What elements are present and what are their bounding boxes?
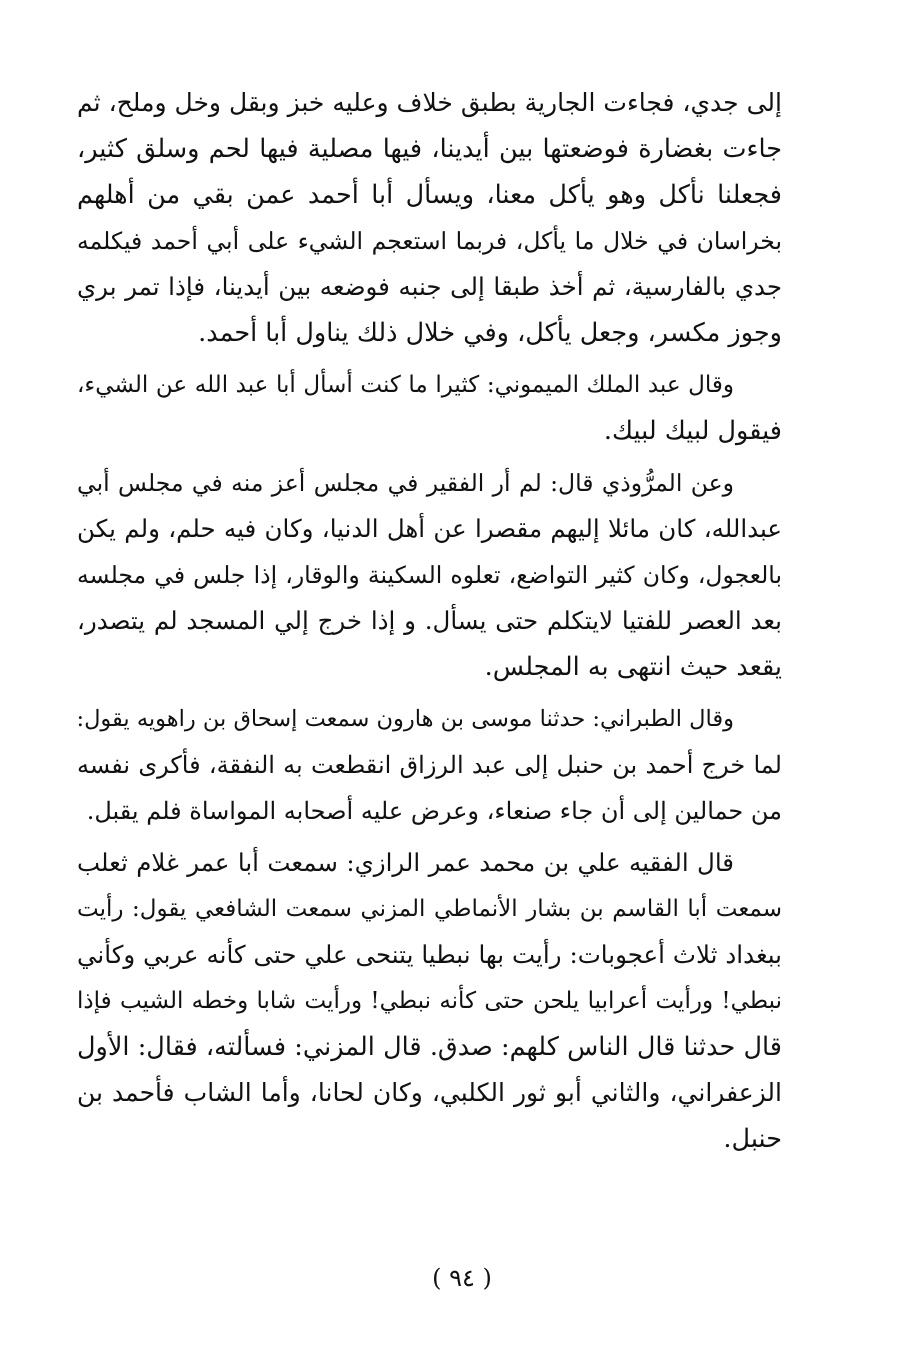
text-line: ببغداد ثلاث أعجوبات: رأيت بها نبطيا يتنحى علي حتى كأنه عربي وكأني <box>77 940 782 969</box>
paragraph <box>77 696 782 834</box>
paragraph <box>77 362 782 454</box>
text-line: إلى جدي، فجاءت الجارية بطبق خلاف وعليه خبز وبقل وخل وملح، ثم <box>77 88 782 117</box>
text-line: وجوز مكسر، وجعل يأكل، وفي خلال ذلك يناول أبا أحمد. <box>198 318 782 348</box>
text-line: جاءت بغضارة فوضعتها بين أيدينا، فيها مصلية فيها لحم وسلق كثير، <box>77 134 782 164</box>
text-line: نبطي! ورأيت أعرابيا يلحن حتى كأنه نبطي! ورأيت شابا وخطه الشيب فإذا <box>77 988 782 1014</box>
text-line: وعن المرُّوذي قال: لم أر الفقير في مجلس أعز منه في مجلس أبي <box>77 469 734 497</box>
text-line: من حمالين إلى أن جاء صنعاء، وعرض عليه أصحابه المواساة فلم يقبل. <box>86 797 782 825</box>
text-line: يقعد حيث انتهى به المجلس. <box>484 652 782 682</box>
text-line: قال الفقيه علي بن محمد عمر الرازي: سمعت أبا عمر غلام ثعلب <box>77 848 734 877</box>
text-line: عبدالله، كان مائلا إليهم مقصرا عن أهل الدنيا، وكان فيه حلم، ولم يكن <box>77 514 782 543</box>
text-line: فيقول لبيك لبيك. <box>603 416 782 446</box>
paragraph <box>77 460 782 690</box>
text-line: وقال عبد الملك الميموني: كثيرا ما كنت أسأل أبا عبد الله عن الشيء، <box>77 372 734 398</box>
text-line: الزعفراني، والثاني أبو ثور الكلبي، وكان لحانا، وأما الشاب فأحمد بن <box>77 1078 782 1107</box>
text-line: لما خرج أحمد بن حنبل إلى عبد الرزاق انقطعت به النفقة، فأكرى نفسه <box>77 751 782 779</box>
text-line: جدي بالفارسية، ثم أخذ طبقا إلى جنبه فوضعه بين أيدينا، فإذا تمر بري <box>77 272 782 301</box>
body-text <box>77 80 782 1162</box>
paragraph <box>77 80 782 356</box>
text-line: بخراسان في خلال ما يأكل، فربما استعجم الشيء على أبي أحمد فيكلمه <box>77 227 782 255</box>
text-line: حنبل. <box>723 1124 782 1154</box>
text-line: بعد العصر للفتيا لايتكلم حتى يسأل. و إذا خرج إلي المسجد لم يتصدر، <box>77 606 782 635</box>
text-line: قال حدثنا قال الناس كلهم: صدق. قال المزني: فسألته، فقال: الأول <box>77 1032 782 1062</box>
page-number: ( ٩٤ ) <box>432 1264 492 1292</box>
text-line: سمعت أبا القاسم بن بشار الأنماطي المزني سمعت الشافعي يقول: رأيت <box>77 896 782 922</box>
text-line: وقال الطبراني: حدثنا موسى بن هارون سمعت إسحاق بن راهويه يقول: <box>76 706 734 732</box>
text-line: بالعجول، وكان كثير التواضع، تعلوه السكينة والوقار، إذا جلس في مجلسه <box>77 561 783 589</box>
paragraph <box>77 840 782 1162</box>
text-line: فجعلنا نأكل وهو يأكل معنا، ويسأل أبا أحمد عمن بقي من أهلهم <box>77 180 782 210</box>
